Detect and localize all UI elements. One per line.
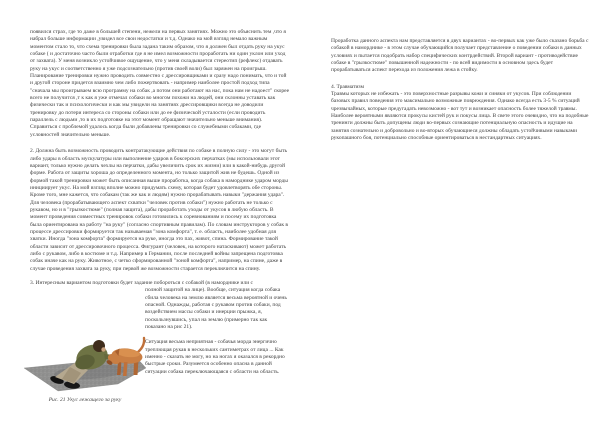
- paragraph-wrestle-intro: 3. Интересным вариантом подготовки будет задание побороться с собакой (в наморднике или с: [30, 280, 253, 286]
- figure-caption: Рис. 21 Укус лежащего за руку: [48, 397, 122, 403]
- figure-dog-bite: [22, 334, 148, 404]
- dog-bite-illustration: [22, 334, 148, 396]
- paragraph-traumatism-body: Травмы которых не избежать - это поверхностные разрывы кожи и синяки от укусов. При соблюдении базовых правил поведения это максимально возможные повреждения. Однако всегда есть 3-5 % ситуаций чрезвычайных, которые предугадать невозможно - вот тут и возникает опасность более тяжелой травмы. Наиболее вероятными являются прокусы кистей рук и покусы лица. В свете этого очевидно, что на подобные тренинги должны быть допущены люди во-первых сознающие потенциальную опасность и идущие на занятия сознательно и добровольно и во-вторых обучающиеся должны обладать устойчивыми навыками рукопашного боя, потенциально способные ориентироваться в нестандартных ситуациях.: [331, 91, 589, 142]
- paragraph-training-scheme: появился страх, где то даже в большей степени, нежели на первых занятиях. Можно это объяснить тем ,что я набрал больше информации ,увидел все свои недостатки и т.д. Однако на мой взгляд немало важным моментом стало то, что схема тренировки была задана таким образом, что я должен был отдать руку на укус собаке ( и достаточно часто были отработки где я не имел возможности проработать ни один уклон или уход от захвата). У меня возникло устойчивое ощущение, что у меня складывается стереотип (рефлекс) отдавать руку на укус и соответственно я уже подсознательно (против своей воли) был заряжен на проигрыш. Планирование тренировки нужно проводить совместно с дрессировщиками и сразу надо понимать, что и той и другой стороне придется взаимно чем либо пожертвовать - например наиболее простой подход типа "сначала мы проигрываем всю программу на собак ,а потом они работают на нас, пока нам не надоест" скорее всего не получится ,т к как я уже отмечал собаки во многом похожи на людей, они склонны уставать как физически так и психологически и как мы увидели на занятиях дрессировщики всегда не доводили тренировку до потери интереса со стороны собаки или до ее физической усталости (если проводить параллель с людьми ,то в их подготовке на этот момент обращают значительно меньше внимания). Справиться с проблемой удалось когда были добавлены тренировки со служебными собаками, где условностей значительно меньше.: [30, 29, 290, 138]
- page-right: [331, 38, 590, 142]
- wrapped-text-column: [145, 287, 289, 376]
- section-heading-traumatism: 4. Травматизм: [331, 83, 365, 90]
- paragraph-two-variants: Проработка данного аспекта нам представляется в двух вариантах - во-первых как уже было сказано борьба с собакой в наморднике - в этом случае обучающийся получает представление о поведении собаки в данных условиях и пытается подобрать набор специфических контрдействий. Второй вариант - противодействие собаке в "грызкостюме" повышенной надежности - по всей видимости в основном здесь будет прорабатываться аспект перехода из положения лежа в стойку.: [331, 38, 589, 74]
- page-left: [30, 29, 289, 407]
- paragraph-with-figure: [30, 280, 289, 407]
- paragraph-unpleasant-situation: Ситуация весьма неприятная - собачья морда энергично треплющая рукав в нескольких сантиметрах от лица ... Как именно - сказать не могу, но на ногах я оказался в рекордно быстрые сроки. Разумеется особенно опасна в данной ситуации собака переключающаяся с области на область.: [145, 339, 285, 375]
- paragraph-fall-story: полной защитой на лице). Вообще, ситуация когда собака сбила человека на землю является весьма вероятной и очень опасной. Однажды, работая с рукавом против собаки, под воздействием массы собаки и инерции прыжка, я, поскользнувшись, упал на землю (примерно так как показано на рис 21).: [145, 287, 287, 331]
- paragraph-counterattack: 2. Должна быть возможность проводить контратакующие действия по собаке в полную силу - это могут быть либо удары в область мускулатуры или выполнение ударов в боксерских перчатках (мы использовали этот вариант, только нужно делать чехлы на перчатки, дабы увеличить срок их жизни) или в какой-нибудь другой форме. Работа от защиты хороша до определенного момента, но только защитой жив не будешь. Одной из формой такой тренировки может быть описанная выше проработка, когда собака в наморднике ударом морды инициирует укус. На мой взгляд вполне можно придумать схему, которая будет удовлетворять обе стороны. Кроме того, мне кажется, что собакам (так же как и людям) нужно прорабатывать навыки "держания удара". Для человека (прорабатывающего аспект схватки "человек против собаки") нужно работать не только с рукавом, но и в "грызкостюме" (полная защита), дабы проработать уходы от укусов в любую область. В момент проведения совместных тренировок собаки готовились к соревнованиям и посему их подготовка была ориентирована на работу "на руку" (согласно спортивным правилам). По словам инструкторов у собак в процессе дрессировки формируется так называемая "зона комфорта", т. е. область, наиболее удобная для хватки. Иногда "зона комфорта" формируется на руке, иногда это пах, живот, спина. Формирование такой области зависит от дрессировочного процесса. Фигурант (человек, на которого натаскивают) может работать либо с рукавом, либо в костюме и т.д. Например в Германии, после последней войны запрещена подготовка собак иначе как на руку. Животное, с четко сформированной "зоной комфорта", например, на спине, даже в случае проведения захвата за руку, при первой же возможности старается переключится на спину.: [30, 148, 289, 272]
